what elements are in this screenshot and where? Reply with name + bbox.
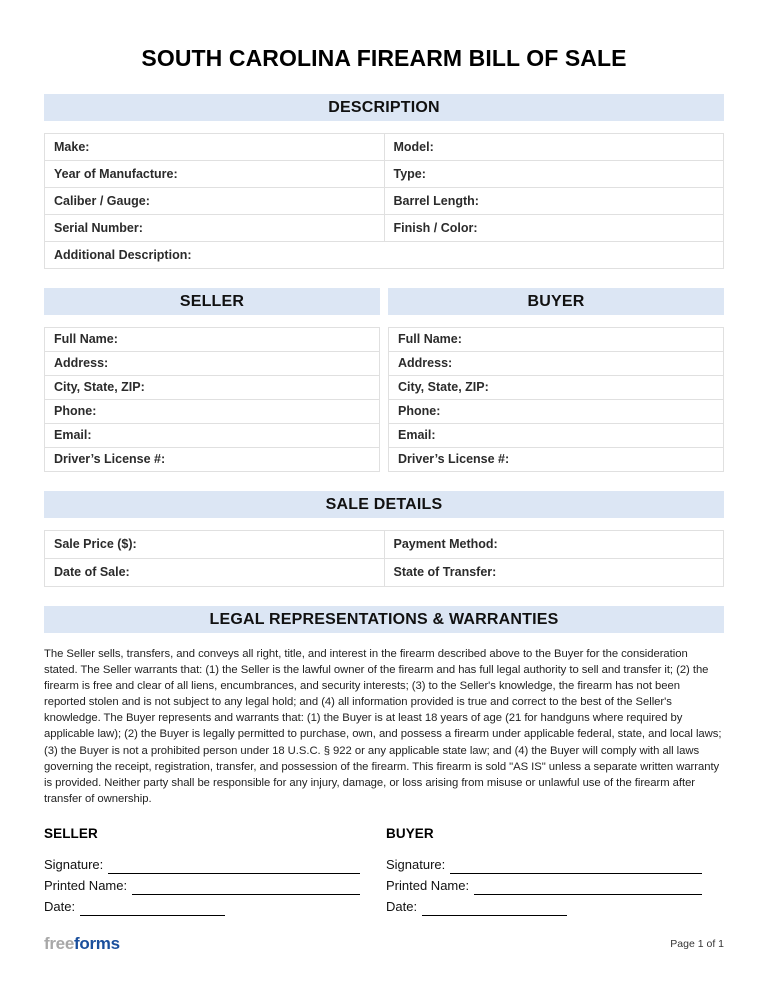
party-headers <box>44 288 724 315</box>
legal-body-text: The Seller sells, transfers, and conveys all right, title, and interest in the firearm described above to the Buyer for the consideration stated. The Seller warrants that: (1) the Seller is the lawful owner of the firearm and has full legal authority to sell and transfer it; (2) the firearm is free and clear of all liens, encumbrances, and security interests; (3) to the Seller's knowledge, the firearm has not been reported stolen and is not subject to any legal hold; and (4) all information provided is true and correct to the best of the Seller's knowledge. The Buyer represents and warrants that: (1) the Buyer is at least 18 years of age (21 for handguns where required by applicable law); (2) the Buyer is legally permitted to purchase, own, and possess a firearm under applicable federal, state, and local laws; (3) the Buyer is not a prohibited person under 18 U.S.C. § 922 or any applicable state law; and (4) the Buyer will comply with all laws governing the receipt, registration, transfer, and possession of the firearm. This firearm is sold "AS IS" unless a separate written warranty is provided. Neither party shall be responsible for any injury, damage, or loss arising from misuse or unlawful use of the firearm after transfer of ownership. <box>44 648 722 805</box>
table-row <box>45 161 724 188</box>
field-label-state-of-transfer[interactable]: State of Transfer: <box>384 559 724 587</box>
table-row <box>45 215 724 242</box>
table-row <box>45 400 380 424</box>
description-table <box>44 133 724 269</box>
table-row <box>45 559 724 587</box>
seller-field-drivers-license[interactable]: Driver’s License #: <box>45 448 380 472</box>
table-row <box>45 242 724 269</box>
buyer-field-full-name[interactable]: Full Name: <box>389 328 724 352</box>
field-label-caliber-gauge[interactable]: Caliber / Gauge: <box>45 188 385 215</box>
page-footer <box>44 934 724 954</box>
buyer-printed-name-label: Printed Name: <box>386 877 470 893</box>
field-label-barrel-length[interactable]: Barrel Length: <box>384 188 724 215</box>
buyer-field-city-state-zip[interactable]: City, State, ZIP: <box>389 376 724 400</box>
buyer-printed-name-rule[interactable] <box>474 880 702 895</box>
sale-details-table <box>44 530 724 587</box>
section-header-buyer: BUYER <box>388 288 724 315</box>
table-row <box>389 424 724 448</box>
table-row <box>45 328 380 352</box>
seller-printed-name-line <box>44 876 382 895</box>
buyer-field-drivers-license[interactable]: Driver’s License #: <box>389 448 724 472</box>
field-label-additional-description[interactable]: Additional Description: <box>45 242 724 269</box>
buyer-date-label: Date: <box>386 898 418 914</box>
field-label-year-of-manufacture[interactable]: Year of Manufacture: <box>45 161 385 188</box>
party-tables <box>44 327 724 472</box>
section-header-description: DESCRIPTION <box>44 94 724 121</box>
page-number: Page 1 of 1 <box>670 938 724 950</box>
seller-date-line <box>44 897 382 916</box>
buyer-field-phone[interactable]: Phone: <box>389 400 724 424</box>
field-label-finish-color[interactable]: Finish / Color: <box>384 215 724 242</box>
field-label-serial-number[interactable]: Serial Number: <box>45 215 385 242</box>
table-row <box>389 352 724 376</box>
table-row <box>389 328 724 352</box>
field-label-type[interactable]: Type: <box>384 161 724 188</box>
buyer-field-email[interactable]: Email: <box>389 424 724 448</box>
buyer-header-col <box>388 288 724 315</box>
buyer-signature-label: Signature: <box>386 856 446 872</box>
table-row <box>45 188 724 215</box>
buyer-field-address[interactable]: Address: <box>389 352 724 376</box>
field-label-sale-price[interactable]: Sale Price ($): <box>45 531 385 559</box>
table-row <box>389 400 724 424</box>
seller-signature-label: Signature: <box>44 856 104 872</box>
buyer-signature-heading: BUYER <box>386 825 434 841</box>
page-title: SOUTH CAROLINA FIREARM BILL OF SALE <box>141 45 627 71</box>
field-label-date-of-sale[interactable]: Date of Sale: <box>45 559 385 587</box>
seller-printed-name-label: Printed Name: <box>44 877 128 893</box>
seller-field-address[interactable]: Address: <box>45 352 380 376</box>
seller-header-col <box>44 288 380 315</box>
table-row <box>389 376 724 400</box>
table-row <box>45 376 380 400</box>
buyer-signature-rule[interactable] <box>450 859 702 874</box>
buyer-table <box>388 327 724 472</box>
seller-signature-rule[interactable] <box>108 859 360 874</box>
section-header-sale-details: SALE DETAILS <box>44 491 724 518</box>
seller-date-label: Date: <box>44 898 76 914</box>
table-row <box>389 448 724 472</box>
field-label-make[interactable]: Make: <box>45 134 385 161</box>
seller-table <box>44 327 380 472</box>
seller-date-rule[interactable] <box>80 901 225 916</box>
field-label-payment-method[interactable]: Payment Method: <box>384 531 724 559</box>
seller-field-city-state-zip[interactable]: City, State, ZIP: <box>45 376 380 400</box>
section-header-legal: LEGAL REPRESENTATIONS & WARRANTIES <box>44 606 724 633</box>
seller-field-email[interactable]: Email: <box>45 424 380 448</box>
logo-text-forms: forms <box>74 934 120 953</box>
field-label-model[interactable]: Model: <box>384 134 724 161</box>
section-header-seller: SELLER <box>44 288 380 315</box>
buyer-printed-name-line <box>386 876 724 895</box>
seller-printed-name-rule[interactable] <box>132 880 360 895</box>
seller-field-phone[interactable]: Phone: <box>45 400 380 424</box>
seller-signature-line <box>44 855 382 874</box>
table-row <box>45 531 724 559</box>
buyer-date-rule[interactable] <box>422 901 567 916</box>
signature-blocks <box>44 826 724 918</box>
logo-text-free: free <box>44 934 74 953</box>
seller-field-full-name[interactable]: Full Name: <box>45 328 380 352</box>
table-row <box>45 352 380 376</box>
table-row <box>45 424 380 448</box>
table-row <box>45 448 380 472</box>
buyer-signature-block <box>386 826 724 918</box>
freeforms-logo[interactable] <box>44 934 120 954</box>
seller-signature-heading: SELLER <box>44 825 98 841</box>
buyer-signature-line <box>386 855 724 874</box>
seller-signature-block <box>44 826 382 918</box>
table-row <box>45 134 724 161</box>
buyer-date-line <box>386 897 724 916</box>
